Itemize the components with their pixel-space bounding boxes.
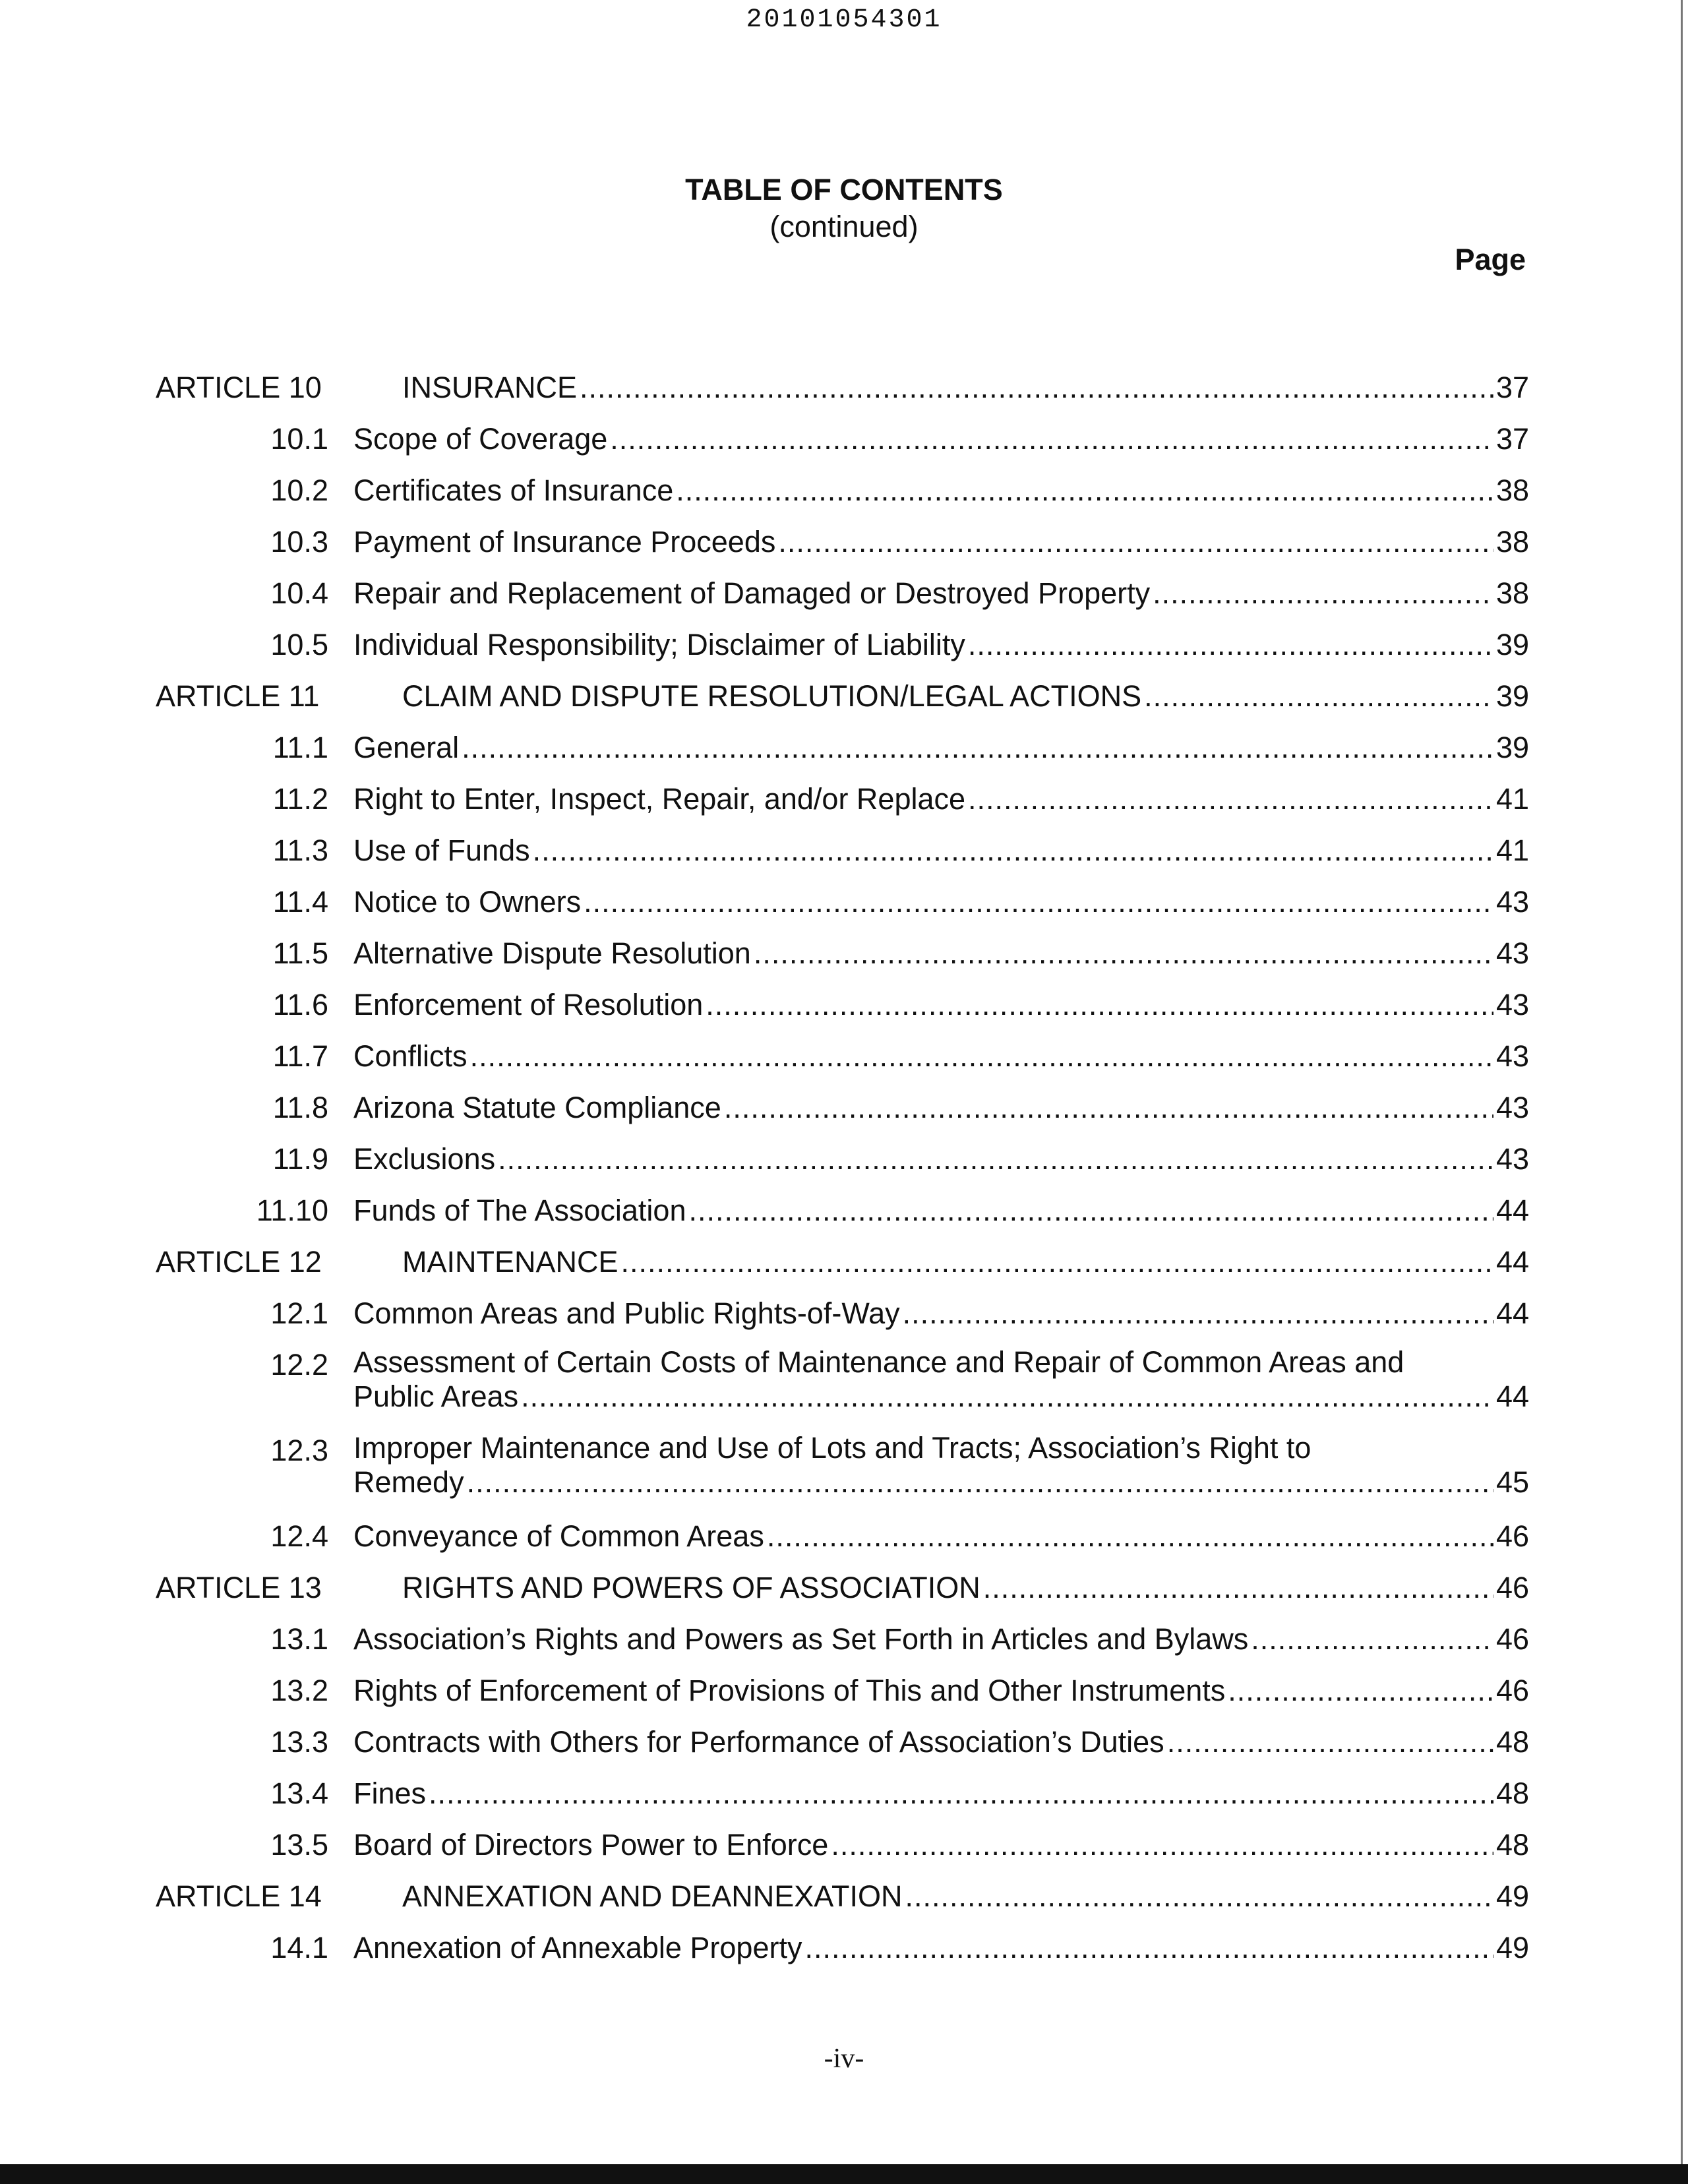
- entry-page-number: 43: [1495, 1142, 1529, 1176]
- entry-page-number: 43: [1495, 936, 1529, 970]
- entry-page-number: 43: [1495, 1091, 1529, 1124]
- entry-page-number: 44: [1495, 1380, 1529, 1413]
- entry-page-number: 45: [1495, 1465, 1529, 1499]
- entry-title: Association’s Rights and Powers as Set Forth in Articles and Bylaws: [353, 1622, 1249, 1656]
- toc-section-row: [0, 1671, 1688, 1722]
- entry-page-number: 38: [1495, 525, 1529, 559]
- entry-title: Enforcement of Resolution: [353, 988, 704, 1021]
- entry-page-number: 39: [1495, 628, 1529, 661]
- dot-leader: [706, 985, 1493, 1025]
- toc-section-row: [0, 1088, 1688, 1139]
- dot-leader: [1167, 1722, 1493, 1762]
- entry-title: Right to Enter, Inspect, Repair, and/or Replace: [353, 782, 966, 816]
- entry-title: Notice to Owners: [353, 885, 582, 919]
- toc-section-row: [0, 1345, 1688, 1431]
- entry-page-number: 49: [1495, 1879, 1529, 1913]
- toc-section-row: [0, 1774, 1688, 1825]
- article-number: ARTICLE 12: [156, 1245, 322, 1279]
- toc-entry: [402, 368, 1529, 408]
- entry-page-number: 48: [1495, 1725, 1529, 1759]
- entry-title-continued: Public Areas: [353, 1380, 519, 1413]
- toc-section-row: [0, 522, 1688, 574]
- toc-entry: [353, 934, 1529, 973]
- dot-leader: [831, 1825, 1493, 1865]
- document-number: 20101054301: [746, 5, 942, 35]
- section-number: 11.7: [272, 1039, 328, 1073]
- dot-leader: [580, 368, 1493, 408]
- toc-entry: [353, 419, 1529, 459]
- article-number: ARTICLE 11: [156, 679, 320, 713]
- dot-leader: [968, 625, 1493, 665]
- entry-page-number: 43: [1495, 1039, 1529, 1073]
- article-number: ARTICLE 14: [156, 1879, 322, 1913]
- entry-page-number: 43: [1495, 988, 1529, 1021]
- toc-section-row: [0, 728, 1688, 779]
- dot-leader: [467, 1465, 1493, 1500]
- dot-leader: [1153, 574, 1493, 613]
- entry-page-number: 46: [1495, 1571, 1529, 1604]
- section-number: 13.5: [270, 1828, 328, 1862]
- entry-title: Arizona Statute Compliance: [353, 1091, 721, 1124]
- toc-section-row: [0, 1517, 1688, 1568]
- dot-leader: [533, 831, 1493, 870]
- entry-title: Certificates of Insurance: [353, 473, 674, 507]
- toc-entry: [353, 1722, 1529, 1762]
- section-number: 11.1: [272, 731, 328, 764]
- entry-title: ANNEXATION AND DEANNEXATION: [402, 1879, 903, 1913]
- toc-section-row: [0, 1431, 1688, 1517]
- entry-title: Alternative Dispute Resolution: [353, 936, 751, 970]
- toc-entry: [353, 1928, 1529, 1968]
- toc-entry: [353, 1294, 1529, 1333]
- toc-entry: [402, 1568, 1529, 1608]
- entry-title: Use of Funds: [353, 834, 530, 867]
- entry-page-number: 37: [1495, 422, 1529, 456]
- entry-title: CLAIM AND DISPUTE RESOLUTION/LEGAL ACTIONS: [402, 679, 1142, 713]
- section-number: 11.6: [272, 988, 328, 1021]
- toc-section-row: [0, 1294, 1688, 1345]
- toc-entry: [353, 1620, 1529, 1659]
- entry-title: INSURANCE: [402, 371, 578, 404]
- entry-title: Funds of The Association: [353, 1194, 686, 1227]
- entry-title: Exclusions: [353, 1142, 496, 1176]
- entry-page-number: 48: [1495, 1828, 1529, 1862]
- toc-section-row: [0, 419, 1688, 471]
- entry-title: Fines: [353, 1776, 427, 1810]
- entry-page-number: 39: [1495, 679, 1529, 713]
- dot-leader: [676, 471, 1493, 510]
- entry-page-number: 44: [1495, 1245, 1529, 1279]
- entry-page-number: 46: [1495, 1674, 1529, 1707]
- toc-entry: [353, 1671, 1529, 1711]
- toc-entry: [353, 831, 1529, 870]
- section-number: 11.3: [272, 834, 328, 867]
- dot-leader: [429, 1774, 1493, 1813]
- entry-page-number: 41: [1495, 834, 1529, 867]
- toc-section-row: [0, 831, 1688, 882]
- toc-entry: [353, 625, 1529, 665]
- toc-article-row: [0, 1242, 1688, 1294]
- toc-entry: [353, 1431, 1529, 1500]
- toc-entry: [353, 728, 1529, 768]
- entry-title: RIGHTS AND POWERS OF ASSOCIATION: [402, 1571, 980, 1604]
- toc-section-row: [0, 934, 1688, 985]
- table-of-contents: [0, 368, 1688, 1980]
- section-number: 13.2: [270, 1674, 328, 1707]
- dot-leader: [903, 1294, 1493, 1333]
- toc-section-row: [0, 625, 1688, 677]
- toc-section-row: [0, 574, 1688, 625]
- dot-leader: [584, 882, 1493, 922]
- page-column-header: Page: [1455, 243, 1526, 276]
- article-number: ARTICLE 10: [156, 371, 322, 404]
- entry-page-number: 46: [1495, 1519, 1529, 1553]
- dot-leader: [968, 779, 1493, 819]
- toc-section-row: [0, 779, 1688, 831]
- entry-page-number: 37: [1495, 371, 1529, 404]
- toc-entry: [402, 677, 1529, 716]
- page-subtitle: (continued): [769, 210, 919, 243]
- toc-section-row: [0, 471, 1688, 522]
- section-number: 10.5: [270, 628, 328, 661]
- toc-entry: [353, 882, 1529, 922]
- entry-page-number: 44: [1495, 1194, 1529, 1227]
- dot-leader: [983, 1568, 1493, 1608]
- toc-section-row: [0, 1139, 1688, 1191]
- entry-page-number: 38: [1495, 473, 1529, 507]
- section-number: 10.4: [270, 576, 328, 610]
- entry-page-number: 49: [1495, 1931, 1529, 1964]
- section-number: 11.10: [256, 1194, 328, 1227]
- toc-entry: [353, 471, 1529, 510]
- page-title: TABLE OF CONTENTS: [685, 173, 1003, 206]
- toc-entry: [353, 1191, 1529, 1230]
- toc-section-row: [0, 985, 1688, 1037]
- section-number: 11.5: [272, 936, 328, 970]
- section-number: 10.2: [270, 473, 328, 507]
- section-number: 13.4: [270, 1776, 328, 1810]
- section-number: 11.9: [272, 1142, 328, 1176]
- section-number: 10.1: [270, 422, 328, 456]
- dot-leader: [804, 1928, 1493, 1968]
- dot-leader: [521, 1380, 1493, 1414]
- dot-leader: [1228, 1671, 1493, 1711]
- toc-entry: [353, 522, 1529, 562]
- toc-section-row: [0, 882, 1688, 934]
- section-number: 11.4: [272, 885, 328, 919]
- toc-section-row: [0, 1722, 1688, 1774]
- toc-entry: [353, 1345, 1529, 1414]
- dot-leader: [778, 522, 1493, 562]
- entry-title-continued: Remedy: [353, 1465, 464, 1499]
- toc-entry: [353, 1517, 1529, 1556]
- dot-leader: [724, 1088, 1493, 1128]
- section-number: 14.1: [270, 1931, 328, 1964]
- toc-section-row: [0, 1928, 1688, 1980]
- entry-title: Assessment of Certain Costs of Maintenance and Repair of Common Areas and: [353, 1345, 1404, 1379]
- toc-entry: [353, 1139, 1529, 1179]
- entry-page-number: 38: [1495, 576, 1529, 610]
- section-number: 12.4: [270, 1519, 328, 1553]
- toc-entry: [402, 1242, 1529, 1282]
- entry-page-number: 41: [1495, 782, 1529, 816]
- section-number: 12.3: [270, 1434, 328, 1467]
- section-number: 11.2: [272, 782, 328, 816]
- section-number: 12.1: [270, 1296, 328, 1330]
- entry-title: Payment of Insurance Proceeds: [353, 525, 776, 559]
- entry-title: Scope of Coverage: [353, 422, 608, 456]
- toc-section-row: [0, 1620, 1688, 1671]
- dot-leader: [905, 1877, 1493, 1916]
- entry-title: Repair and Replacement of Damaged or Destroyed Property: [353, 576, 1151, 610]
- dot-leader: [470, 1037, 1493, 1076]
- section-number: 11.8: [272, 1091, 328, 1124]
- dot-leader: [754, 934, 1493, 973]
- entry-title: Common Areas and Public Rights-of-Way: [353, 1296, 900, 1330]
- scan-bottom-bar: [0, 2164, 1688, 2184]
- toc-entry: [353, 574, 1529, 613]
- entry-title: MAINTENANCE: [402, 1245, 618, 1279]
- section-number: 12.2: [270, 1348, 328, 1381]
- entry-title: Annexation of Annexable Property: [353, 1931, 802, 1964]
- entry-page-number: 46: [1495, 1622, 1529, 1656]
- entry-title: Improper Maintenance and Use of Lots and Tracts; Association’s Right to: [353, 1431, 1311, 1465]
- toc-entry: [353, 985, 1529, 1025]
- toc-entry: [353, 1825, 1529, 1865]
- scan-edge-line: [1681, 0, 1683, 2164]
- entry-page-number: 43: [1495, 885, 1529, 919]
- dot-leader: [1144, 677, 1493, 716]
- toc-entry: [353, 1037, 1529, 1076]
- toc-entry: [353, 779, 1529, 819]
- toc-article-row: [0, 1568, 1688, 1620]
- toc-section-row: [0, 1191, 1688, 1242]
- section-number: 10.3: [270, 525, 328, 559]
- section-number: 13.1: [270, 1622, 328, 1656]
- dot-leader: [767, 1517, 1493, 1556]
- article-number: ARTICLE 13: [156, 1571, 322, 1604]
- dot-leader: [621, 1242, 1493, 1282]
- entry-title: Contracts with Others for Performance of Association’s Duties: [353, 1725, 1164, 1759]
- entry-title: Rights of Enforcement of Provisions of This and Other Instruments: [353, 1674, 1226, 1707]
- entry-title: General: [353, 731, 460, 764]
- toc-entry: [353, 1088, 1529, 1128]
- toc-entry: [353, 1774, 1529, 1813]
- dot-leader: [688, 1191, 1493, 1230]
- toc-article-row: [0, 1877, 1688, 1928]
- dot-leader: [610, 419, 1493, 459]
- entry-title: Conflicts: [353, 1039, 467, 1073]
- toc-article-row: [0, 368, 1688, 419]
- entry-title: Board of Directors Power to Enforce: [353, 1828, 829, 1862]
- toc-article-row: [0, 677, 1688, 728]
- toc-section-row: [0, 1825, 1688, 1877]
- toc-section-row: [0, 1037, 1688, 1088]
- entry-title: Individual Responsibility; Disclaimer of Liability: [353, 628, 965, 661]
- dot-leader: [1251, 1620, 1493, 1659]
- dot-leader: [462, 728, 1493, 768]
- entry-page-number: 48: [1495, 1776, 1529, 1810]
- toc-entry: [402, 1877, 1529, 1916]
- section-number: 13.3: [270, 1725, 328, 1759]
- dot-leader: [498, 1139, 1493, 1179]
- entry-page-number: 39: [1495, 731, 1529, 764]
- entry-page-number: 44: [1495, 1296, 1529, 1330]
- page-number: -iv-: [824, 2044, 864, 2074]
- entry-title: Conveyance of Common Areas: [353, 1519, 764, 1553]
